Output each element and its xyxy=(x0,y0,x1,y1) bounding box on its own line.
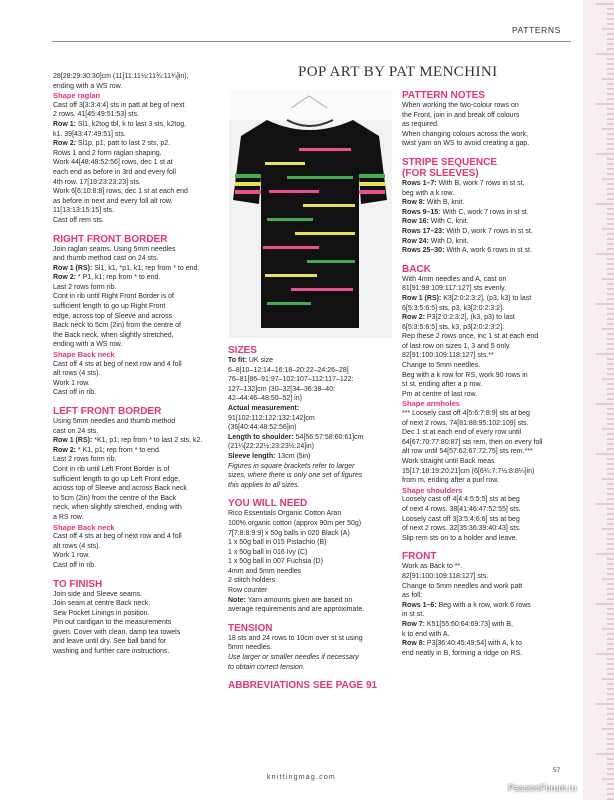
text-line: 76–81[86–91:97–102:107–112:117–122: xyxy=(228,376,354,384)
text-line: twist yarn on WS to avoid creating a gap. xyxy=(402,140,530,148)
text-line: Cast off 4 sts at beg of next row and 4 foll xyxy=(53,533,182,541)
measuring-tape xyxy=(583,0,614,800)
text-line: Note: Yarn amounts given are based on xyxy=(228,596,353,604)
text-line: k to end with A. xyxy=(402,630,450,638)
sizes-text xyxy=(228,356,393,490)
text-line: Row 2: * K1, p1; rep from * to end. xyxy=(53,446,161,454)
text-line: 11[13:13:15:15] sts. xyxy=(53,207,114,215)
text-line: Cast off in rib. xyxy=(53,389,97,397)
text-line: Cast off rem sts. xyxy=(53,216,104,224)
text-line: Pm at centre of last row. xyxy=(402,390,478,398)
text-line: 15[17:18:19:20:21]cm (6[6¾:7:7½:8:8¼]in) xyxy=(402,467,535,475)
text-line: this applies to all sizes. xyxy=(228,481,300,489)
text-line: edge, across top of Sleeve and across xyxy=(53,312,173,320)
text-line: Row 8: P3[36:40:45:49:54] with A, k to xyxy=(402,640,522,648)
tension-text xyxy=(228,634,393,672)
abbreviations-note: ABBREVIATIONS SEE PAGE 91 xyxy=(228,680,378,692)
text-line: (36[40:44:48:52:56]in) xyxy=(228,424,297,432)
text-line: as foll: xyxy=(402,592,423,600)
stripe-sequence-heading: STRIPE SEQUENCE xyxy=(402,156,498,168)
text-line: given. Cover with clean, damp tea towels xyxy=(53,628,181,636)
text-line: Rows 1–6: Beg with a k row, work 6 rows xyxy=(402,601,531,609)
shape-shoulders-heading: Shape shoulders xyxy=(402,485,463,495)
page-title: POP ART BY PAT MENCHINI xyxy=(298,64,498,80)
text-line: 82[91:100:109:118:127] sts. xyxy=(402,572,489,580)
text-line: Rows 25–30: With A, work 6 rows in st st. xyxy=(402,247,532,255)
shape-raglan-heading: Shape raglan xyxy=(53,91,101,101)
header-divider xyxy=(52,41,571,42)
text-line: ending with a WS row. xyxy=(53,82,123,90)
text-line: st st, ending after a p row. xyxy=(402,381,483,389)
text-line: Row 1 (RS): K3[2:0:2:3:2], (p3, k3) to last xyxy=(402,294,532,302)
text-line: a RS row. xyxy=(53,513,84,521)
text-line: each end as before in 3rd and every foll xyxy=(53,168,176,176)
sleeve-stripes-right xyxy=(359,174,385,194)
text-line: of last row on sizes 1, 3 and 5 only. xyxy=(402,342,511,350)
right-front-border-text xyxy=(53,245,231,351)
text-line: cast on 24 sts. xyxy=(53,427,99,435)
text-line: 81[91:99:109:117:127] sts evenly. xyxy=(402,285,507,293)
to-finish-text xyxy=(53,590,231,657)
text-line: alt row until 54[57:62:67:72:75] sts rem.*** xyxy=(402,448,533,456)
text-line: Row 1: Sl1, k2tog tbl, k to last 3 sts, k2tog, xyxy=(53,120,187,128)
back-text xyxy=(402,275,572,400)
shape-armholes-text xyxy=(402,409,572,486)
text-line: 1 x 50g ball in 007 Fuchsia (D) xyxy=(228,558,323,566)
text-line: 100% organic cotton (approx 90m per 50g) xyxy=(228,519,362,527)
pattern-notes-text xyxy=(402,101,572,149)
text-line: Cast off 3[3:3:4:4] sts in patt at beg of next xyxy=(53,101,185,109)
text-line: Row 2: * P1, k1; rep from * to end. xyxy=(53,274,161,282)
text-line: 127–132]cm (30–32[34–36:38–40: xyxy=(228,385,336,393)
to-finish-heading: TO FINISH xyxy=(53,578,103,590)
text-line: Join seam at centre Back neck. xyxy=(53,600,151,608)
text-line: 28[28:29:30:30]cm (11[11:11½:11¾:11¾]in), xyxy=(53,73,189,80)
text-line: Length to shoulder: 54[56:57:58:60:61]cm xyxy=(228,433,364,441)
text-line: from m, ending after a purl row. xyxy=(402,477,499,485)
text-line: 64[67:70:77:80:87] sts rem, then on every foll xyxy=(402,438,543,446)
column-left xyxy=(53,72,231,657)
right-back-neck-heading: Shape Back neck xyxy=(53,350,115,360)
text-line: 6[5:3:5:6:5] sts, k3, p3[2:0:2:3:2]. xyxy=(402,323,504,331)
you-will-need-text xyxy=(228,509,393,615)
text-line: Last 2 rows form rib. xyxy=(53,456,117,464)
front-text xyxy=(402,562,572,658)
text-line: Row 16: With C, knit. xyxy=(402,218,469,226)
text-line: Change to 5mm needles. xyxy=(402,362,481,370)
watermark: PassionForum.ru xyxy=(508,783,577,793)
text-line: 2 rows. 41[45:49:51:53] sts. xyxy=(53,111,139,119)
text-line: Rep these 2 rows once, inc 1 st at each end xyxy=(402,333,539,341)
column-right xyxy=(402,90,572,658)
text-line: Rows 1–7: With B, work 7 rows in st st, xyxy=(402,179,525,187)
text-line: alt rows (4 sts). xyxy=(53,370,101,378)
text-line: With 4mm needles and A, cast on xyxy=(402,275,507,283)
text-line: 1 x 50g ball in 016 Ivy (C) xyxy=(228,548,308,556)
text-line: Join side and Sleeve seams. xyxy=(53,590,143,598)
text-line: Back neck to 5cm (2in) from the centre of xyxy=(53,322,181,330)
column-middle xyxy=(228,345,393,691)
text-line: neck, when slightly stretched, ending with xyxy=(53,504,182,512)
text-line: When working the two-colour rows on xyxy=(402,102,519,109)
text-line: Rows 17–23: With D, work 7 rows in st st. xyxy=(402,227,533,235)
text-line: Loosely cast off 4[4:4:5:5:5] sts at beg xyxy=(402,496,520,504)
text-line: 42–44:46–48:50–52] in) xyxy=(228,395,302,403)
text-line: Row counter xyxy=(228,587,268,595)
text-line: Cont in rib until Right Front Border is of xyxy=(53,293,174,301)
text-line: sizes, where there is only one set of figures xyxy=(228,472,363,480)
text-line: alt rows (4 sts). xyxy=(53,542,101,550)
text-line: Rows 9–15: With C, work 7 rows in st st. xyxy=(402,208,529,216)
sizes-heading: SIZES xyxy=(228,345,257,356)
text-line: Dec 1 st at each end of every row until xyxy=(402,429,522,437)
text-line: Work 6[6:10:8:8] rows, dec 1 st at each end xyxy=(53,188,188,196)
text-line: Using 5mm needles and thumb method xyxy=(53,418,176,425)
text-line: to 5cm (2in) from the centre of the Back xyxy=(53,494,176,502)
text-line: Row 1 (RS): *K1, p1; rep from * to last 2 sts, k2. xyxy=(53,437,203,445)
text-line: of next 2 rows. 32[35:36:39:40:43] sts. xyxy=(402,525,521,533)
text-line: (21¼[22:22½:23:23½:24]in) xyxy=(228,443,315,451)
text-line: Sleeve length: 13cm (5in) xyxy=(228,452,311,460)
stripe-sequence-text xyxy=(402,179,572,256)
text-line: and thumb method cast on 24 sts. xyxy=(53,255,159,263)
text-line: to obtain correct tension. xyxy=(228,663,305,671)
text-line: Work 1 row. xyxy=(53,379,90,387)
text-line: 6–8[10–12:14–16:18–20:22–24:26–28] xyxy=(228,366,349,374)
front-heading: FRONT xyxy=(402,551,437,563)
sleeve-stripes-left xyxy=(235,174,261,194)
text-line: ending with a WS row. xyxy=(53,341,123,349)
text-line: as before in next and every foll alt row. xyxy=(53,197,173,205)
text-line: Row 8: With B, knit. xyxy=(402,199,465,207)
tension-heading: TENSION xyxy=(228,622,273,634)
text-line: *** Loosely cast off 4[5:6:7:8:9] sts at beg xyxy=(402,410,530,418)
text-line: of next 2 rows. 74[81:88:95:102:109] sts. xyxy=(402,419,529,427)
text-line: Row 24: With D, knit. xyxy=(402,237,469,245)
text-line: 6[5:3:5:6:5] sts, p3, k3[2:0:2:3:2]. xyxy=(402,304,504,312)
text-line: Cast off 4 sts at beg of next row and 4 foll xyxy=(53,360,182,368)
text-line: of next 4 rows. 38[41:46:47:52:55] sts. xyxy=(402,505,521,513)
text-line: Work 1 row. xyxy=(53,552,90,560)
text-line: 82[91:100:109:118:127] sts.** xyxy=(402,352,494,360)
text-line: Join raglan seams. Using 5mm needles xyxy=(53,245,176,253)
text-line: Row 2: P3[2:0:2:3:2], (k3, p3) to last xyxy=(402,314,515,322)
text-line: Use larger or smaller needles if necessary xyxy=(228,654,359,662)
text-line: Beg with a k row for RS, work 90 rows in xyxy=(402,371,528,379)
left-back-neck-heading: Shape Back neck xyxy=(53,522,115,532)
text-line: Last 2 rows form rib. xyxy=(53,283,117,291)
text-line: end neatly in B, forming a ridge on RS. xyxy=(402,649,523,657)
text-line: as required. xyxy=(402,121,439,129)
text-line: Work as Back to **. xyxy=(402,563,463,571)
text-line: 18 sts and 24 rows to 10cm over st st using xyxy=(228,634,363,642)
text-line: Pin out cardigan to the measurements xyxy=(53,619,172,627)
text-line: Row 2: Sl1p, p1, patt to last 2 sts, p2. xyxy=(53,140,171,148)
shape-raglan-text xyxy=(53,101,231,226)
text-line: Row 7: K51[55:60:64:69:73] with B, xyxy=(402,620,513,628)
text-line: 2 stitch holders xyxy=(228,577,276,585)
text-line: 1 x 50g ball in 015 Pistachio (B) xyxy=(228,539,327,547)
text-line: the Front, join in and break off colours xyxy=(402,111,520,119)
text-line: sufficient length to go up Right Front xyxy=(53,303,166,311)
text-line: k1. 39[43:47:49:51] sts. xyxy=(53,130,126,138)
left-front-border-text xyxy=(53,417,231,523)
text-line: Figures in square brackets refer to larger xyxy=(228,462,355,470)
text-line: Slip rem sts on to a holder and leave. xyxy=(402,534,518,542)
text-line: Rico Essentials Organic Cotton Aran xyxy=(228,510,342,518)
text-line: Actual measurement: xyxy=(228,404,300,412)
text-line: Cast off in rib. xyxy=(53,561,97,569)
pattern-notes-heading: PATTERN NOTES xyxy=(402,90,485,101)
left-back-neck-text xyxy=(53,532,231,570)
text-line: Rows 1 and 2 form raglan shaping. xyxy=(53,149,162,157)
text-line: 91[102:112:122:132:142]cm xyxy=(228,414,315,422)
section-tab: PATTERNS xyxy=(512,25,561,35)
text-line: the Back neck, when slightly stretched, xyxy=(53,331,174,339)
footer-url: knittingmag.com xyxy=(267,774,336,781)
right-front-border-heading: RIGHT FRONT BORDER xyxy=(53,233,168,245)
text-line: Cont in rib until Left Front Border is of xyxy=(53,465,170,473)
text-line: Work straight until Back meas xyxy=(402,458,495,465)
back-heading: BACK xyxy=(402,263,431,275)
text-line: 4th row. 17[19:23:23:23] sts. xyxy=(53,178,141,186)
shape-armholes-heading: Shape armholes xyxy=(402,399,460,409)
garment-photo xyxy=(229,90,392,338)
stripe-sequence-subheading: (FOR SLEEVES) xyxy=(402,167,479,179)
text-line: washing and further care instructions. xyxy=(53,648,170,656)
text-line: average requirements and are approximate. xyxy=(228,606,365,614)
text-line: beg with a k row. xyxy=(402,189,455,197)
text-line: Change to 5mm needles and work patt xyxy=(402,582,523,590)
page-number: 57 xyxy=(553,767,561,774)
text-line: Loosely cast off 3[3:5:4:6:6] sts at beg xyxy=(402,515,520,523)
text-line: 7[7:8:8:9:9] x 50g balls in 020 Black (A) xyxy=(228,529,350,537)
text-line: Work 44[48:48:52:56] rows, dec 1 st at xyxy=(53,159,173,167)
text-line: Sew Pocket Linings in position. xyxy=(53,609,150,617)
you-will-need-heading: YOU WILL NEED xyxy=(228,498,308,510)
text-line: across top of Sleeve and across Back neck xyxy=(53,485,187,493)
text-line: sufficient length to go up Left Front edge, xyxy=(53,475,181,483)
text-line: in st st. xyxy=(402,611,425,619)
text-line: To fit: UK size xyxy=(228,357,273,364)
right-back-neck-text xyxy=(53,360,231,398)
text-line: Row 1 (RS): Sl1, k1, *p1, k1; rep from * to end. xyxy=(53,264,200,272)
shape-shoulders-text xyxy=(402,495,572,543)
text-line: When changing colours across the work, xyxy=(402,130,529,138)
intro-text xyxy=(53,72,231,91)
text-line: 5mm needles. xyxy=(228,644,272,652)
text-line: 4mm and 5mm needles xyxy=(228,567,302,575)
text-line: and leave until dry. See ball band for xyxy=(53,638,167,646)
left-front-border-heading: LEFT FRONT BORDER xyxy=(53,406,162,417)
